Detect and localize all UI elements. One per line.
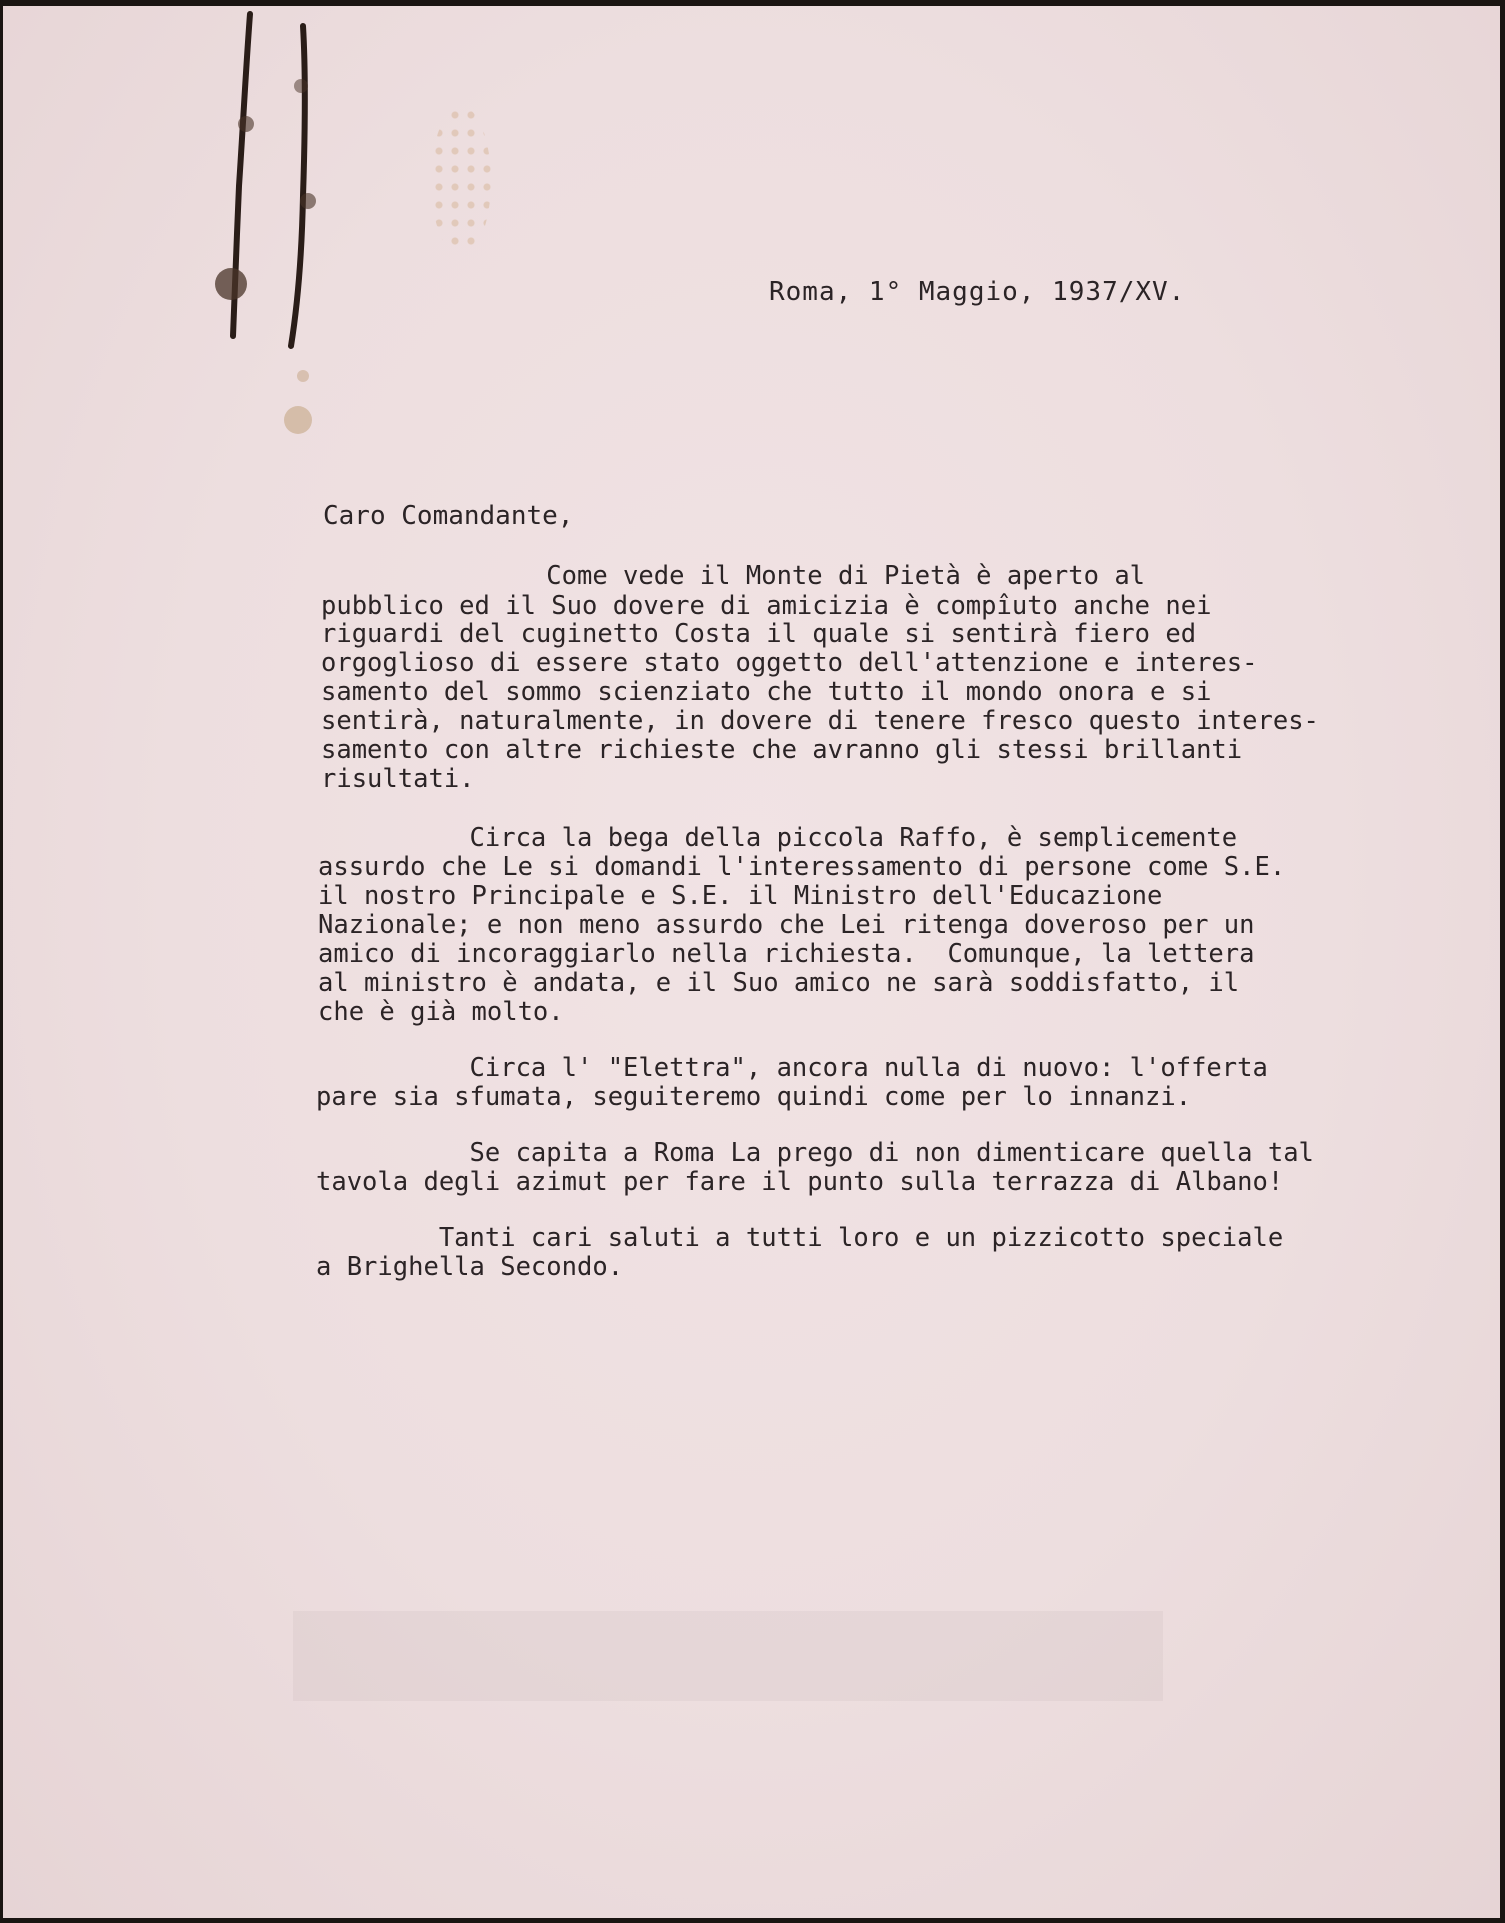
paragraph-2-line-2: assurdo che Le si domandi l'interessamento di persone come S.E. bbox=[318, 852, 1286, 882]
paragraph-1-line-4: orgoglioso di essere stato oggetto dell'attenzione e interes- bbox=[321, 648, 1258, 678]
paragraph-3-line-2: pare sia sfumata, seguiteremo quindi come per lo innanzi. bbox=[316, 1082, 1192, 1112]
paragraph-1-line-6: sentirà, naturalmente, in dovere di tenere fresco questo interes- bbox=[321, 706, 1319, 736]
paragraph-2-line-3: il nostro Principale e S.E. il Ministro dell'Educazione bbox=[318, 881, 1163, 911]
letter-date: Roma, 1° Maggio, 1937/XV. bbox=[769, 277, 1186, 307]
paper-watermark bbox=[293, 1601, 1163, 1711]
letter-salutation: Caro Comandante, bbox=[323, 501, 574, 531]
paragraph-3-line-1: Circa l' "Elettra", ancora nulla di nuovo: l'offerta bbox=[316, 1053, 1268, 1083]
paragraph-1-line-2: pubblico ed il Suo dovere di amicizia è compîuto anche nei bbox=[321, 591, 1212, 621]
paragraph-5-line-2: a Brighella Secondo. bbox=[316, 1252, 624, 1282]
paragraph-1-line-1: Come vede il Monte di Pietà è aperto al bbox=[316, 561, 1146, 591]
paragraph-1-line-5: samento del sommo scienziato che tutto il mondo onora e si bbox=[321, 677, 1212, 707]
paragraph-2-line-7: che è già molto. bbox=[318, 997, 564, 1027]
paragraph-1-line-3: riguardi del cuginetto Costa il quale si sentirà fiero ed bbox=[321, 619, 1197, 649]
paragraph-4-line-2: tavola degli azimut per fare il punto sulla terrazza di Albano! bbox=[316, 1167, 1284, 1197]
paragraph-4-line-1: Se capita a Roma La prego di non dimenticare quella tal bbox=[316, 1138, 1314, 1168]
paragraph-1-line-7: samento con altre richieste che avranno gli stessi brillanti bbox=[321, 735, 1243, 765]
paragraph-2-line-4: Nazionale; e non meno assurdo che Lei ritenga doveroso per un bbox=[318, 910, 1255, 940]
paragraph-2-line-6: al ministro è andata, e il Suo amico ne sarà soddisfatto, il bbox=[318, 968, 1240, 998]
paragraph-2-line-5: amico di incoraggiarlo nella richiesta. Comunque, la lettera bbox=[318, 939, 1255, 969]
paragraph-5-line-1: Tanti cari saluti a tutti loro e un pizzicotto speciale bbox=[316, 1223, 1284, 1253]
paragraph-1-line-8: risultati. bbox=[321, 764, 475, 794]
letter-page bbox=[3, 6, 1500, 1918]
paragraph-2-line-1: Circa la bega della piccola Raffo, è semplicemente bbox=[316, 823, 1238, 853]
